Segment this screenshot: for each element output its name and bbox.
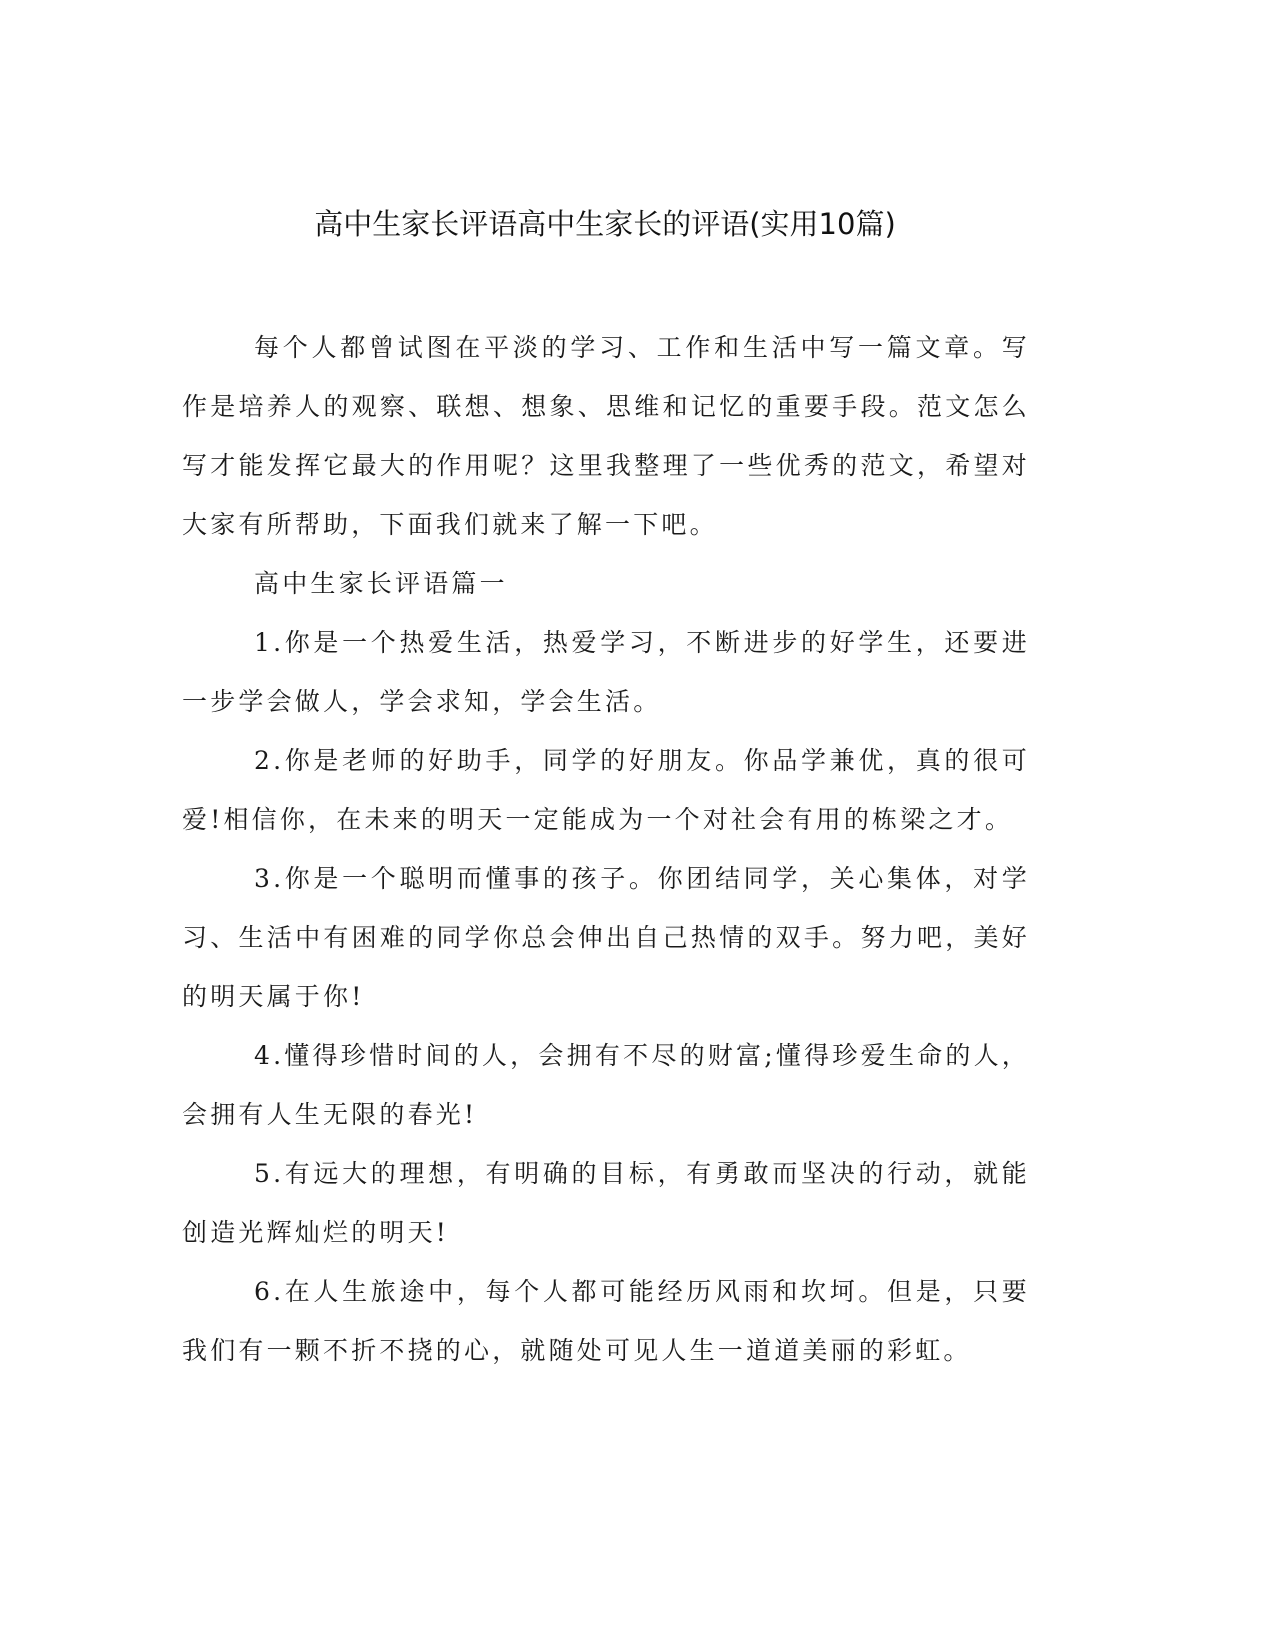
comment-item-4: 4.懂得珍惜时间的人，会拥有不尽的财富;懂得珍爱生命的人，会拥有人生无限的春光! <box>182 1041 1030 1129</box>
comment-item-1: 1.你是一个热爱生活，热爱学习，不断进步的好学生，还要进一步学会做人，学会求知，学会生活。 <box>182 628 1030 716</box>
section-heading: 高中生家长评语篇一 <box>254 569 508 598</box>
document-body <box>182 318 1030 1380</box>
document-title: 高中生家长评语高中生家长的评语(实用10篇) <box>314 207 896 241</box>
comment-item-6: 6.在人生旅途中，每个人都可能经历风雨和坎坷。但是，只要我们有一颗不折不挠的心，就随处可见人生一道道美丽的彩虹。 <box>182 1277 1030 1365</box>
comment-item-5: 5.有远大的理想，有明确的目标，有勇敢而坚决的行动，就能创造光辉灿烂的明天! <box>182 1159 1030 1247</box>
intro-paragraph: 每个人都曾试图在平淡的学习、工作和生活中写一篇文章。写作是培养人的观察、联想、想象、思维和记忆的重要手段。范文怎么写才能发挥它最大的作用呢？这里我整理了一些优秀的范文，希望对大家有所帮助，下面我们就来了解一下吧。 <box>182 333 1030 539</box>
comment-item-2: 2.你是老师的好助手，同学的好朋友。你品学兼优，真的很可爱!相信你，在未来的明天一定能成为一个对社会有用的栋梁之才。 <box>182 746 1030 834</box>
comment-item-3: 3.你是一个聪明而懂事的孩子。你团结同学，关心集体，对学习、生活中有困难的同学你总会伸出自己热情的双手。努力吧，美好的明天属于你! <box>182 864 1030 1011</box>
